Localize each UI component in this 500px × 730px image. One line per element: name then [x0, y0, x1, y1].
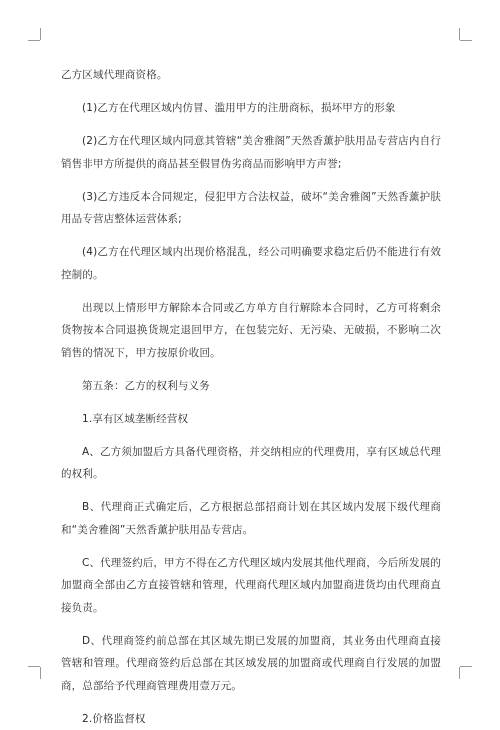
- paragraph-continuation: 乙方区域代理商资格。: [61, 64, 441, 87]
- crop-mark-bottom-right-horizontal: [460, 666, 472, 667]
- subheading-exclusive-rights: 1.享有区域垄断经营权: [61, 408, 441, 431]
- crop-mark-top-left-vertical: [40, 28, 41, 40]
- subheading-price-supervision: 2.价格监督权: [61, 708, 441, 730]
- crop-mark-top-right-vertical: [459, 28, 460, 40]
- clause-d: D、代理商签约前总部在其区域先期已发展的加盟商，其业务由代理商直接管辖和管理。代理商签约后总部在其区域发展的加盟商或代理商自行发展的加盟商，总部给予代理商管理费用壹万元。: [61, 630, 441, 698]
- section-heading-article-5: 第五条：乙方的权利与义务: [61, 375, 441, 398]
- list-item-2: (2)乙方在代理区域内同意其管辖“美舍雅阁”天然香薰护肤用品专营店内自行销售非甲方所提供的商品甚至假冒伪劣商品而影响甲方声誉;: [61, 130, 441, 175]
- crop-mark-top-left-horizontal: [28, 40, 40, 41]
- clause-c: C、代理签约后，甲方不得在乙方代理区域内发展其他代理商，今后所发展的加盟商全部由乙方直接管辖和管理，代理商代理区域内加盟商进货均由代理商直接负责。: [61, 552, 441, 620]
- document-body: [61, 64, 441, 730]
- termination-paragraph: 出现以上情形甲方解除本合同或乙方单方自行解除本合同时，乙方可将剩余货物按本合同退换货规定退回甲方，在包装完好、无污染、无破损，不影响二次销售的情况下，甲方按原价收回。: [61, 297, 441, 365]
- clause-a: A、乙方须加盟后方具备代理资格，并交纳相应的代理费用，享有区域总代理的权利。: [61, 441, 441, 486]
- crop-mark-bottom-right-vertical: [459, 667, 460, 679]
- list-item-1: (1)乙方在代理区域内仿冒、滥用甲方的注册商标，损坏甲方的形象: [61, 97, 441, 120]
- crop-mark-top-right-horizontal: [460, 40, 472, 41]
- crop-mark-bottom-left-horizontal: [28, 666, 40, 667]
- crop-mark-bottom-left-vertical: [40, 667, 41, 679]
- list-item-3: (3)乙方违反本合同规定，侵犯甲方合法权益，破坏“美舍雅阁”天然香薰护肤用品专营店整体运营体系;: [61, 186, 441, 231]
- list-item-4: (4)乙方在代理区域内出现价格混乱，经公司明确要求稳定后仍不能进行有效控制的。: [61, 241, 441, 286]
- clause-b: B、代理商正式确定后，乙方根据总部招商计划在其区域内发展下级代理商和“美舍雅阁”天然香薰护肤用品专营店。: [61, 496, 441, 541]
